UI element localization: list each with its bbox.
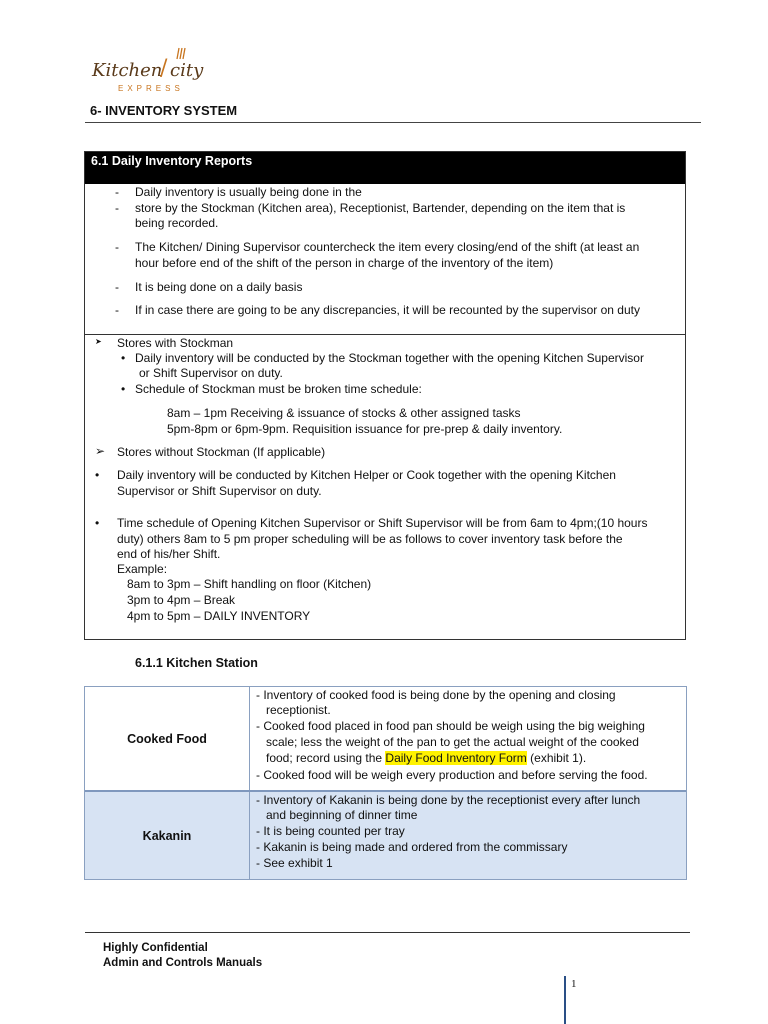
page-number: 1: [571, 978, 577, 990]
stores-without-title: Stores without Stockman (If applicable): [117, 445, 326, 459]
stores-with-item: Schedule of Stockman must be broken time schedule:: [135, 382, 422, 396]
daily-inventory-box: [84, 151, 686, 640]
dash-item-cont: hour before end of the shift of the person in charge of the inventory of the item): [135, 256, 554, 270]
arrow-bullet-icon: ➤: [95, 337, 102, 346]
table-line: - It is being counted per tray: [256, 824, 405, 838]
section-title: 6- INVENTORY SYSTEM: [90, 103, 238, 118]
table-text: food; record using the: [266, 751, 386, 765]
table-row-content: [250, 792, 686, 879]
table-row-label: [85, 792, 250, 879]
bullet-dot: •: [121, 351, 126, 365]
stores-without-item-cont: end of his/her Shift.: [117, 547, 221, 561]
stores-without-item-cont: Supervisor or Shift Supervisor on duty.: [117, 484, 322, 498]
table-line: scale; less the weight of the pan to get the actual weight of the cooked: [266, 735, 639, 749]
dash-marker: -: [115, 280, 119, 294]
page-number-bar: [564, 976, 566, 1024]
row-label-text: Cooked Food: [127, 731, 207, 746]
bullet-dot: •: [95, 468, 100, 482]
dash-item: The Kitchen/ Dining Supervisor countercheck the item every closing/end of the shift (at least an: [135, 240, 640, 254]
stores-without-item: Daily inventory will be conducted by Kitchen Helper or Cook together with the opening Kitchen: [117, 468, 616, 482]
table-line-with-highlight: [266, 751, 586, 765]
table-text: (exhibit 1).: [526, 751, 587, 765]
table-line: and beginning of dinner time: [266, 808, 418, 822]
stores-with-item: Daily inventory will be conducted by the Stockman together with the opening Kitchen Supervisor: [135, 351, 644, 365]
section-divider: [85, 122, 701, 123]
footer-divider: [85, 932, 690, 933]
stores-with-title: Stores with Stockman: [117, 336, 234, 350]
table-line: - Cooked food will be weigh every production and before serving the food.: [256, 768, 648, 782]
footer-manual-name: Admin and Controls Manuals: [103, 957, 263, 969]
table-line: - Inventory of Kakanin is being done by the receptionist every after lunch: [256, 793, 641, 807]
table-line: - Cooked food placed in food pan should be weigh using the big weighing: [256, 719, 645, 733]
table-row-label: [85, 687, 250, 790]
stores-without-item-cont: duty) others 8am to 5 pm proper scheduling will be as follows to cover inventory task before the: [117, 532, 623, 546]
box-header-text: 6.1 Daily Inventory Reports: [91, 154, 253, 168]
footer-confidential: Highly Confidential: [103, 942, 208, 954]
dash-marker: -: [115, 303, 119, 317]
dash-item: Daily inventory is usually being done in the: [135, 185, 362, 199]
logo-word-city: city: [170, 60, 204, 81]
table-line: - Inventory of cooked food is being done by the opening and closing: [256, 688, 616, 702]
subsection-title: 6.1.1 Kitchen Station: [135, 656, 258, 670]
dash-item-cont: being recorded.: [135, 216, 219, 230]
dash-marker: -: [115, 240, 119, 254]
company-logo: [88, 46, 218, 102]
example-line: 4pm to 5pm – DAILY INVENTORY: [127, 609, 311, 623]
example-line: 3pm to 4pm – Break: [127, 593, 236, 607]
bullet-dot: •: [121, 382, 126, 396]
kitchen-station-table: [84, 686, 687, 880]
form-name-highlight: Daily Food Inventory Form: [385, 751, 527, 765]
logo-word-kitchen: Kitchen: [92, 60, 163, 81]
stores-with-item-cont: or Shift Supervisor on duty.: [139, 366, 283, 380]
box-header: [85, 152, 685, 184]
schedule-line: 5pm-8pm or 6pm-9pm. Requisition issuance for pre-prep & daily inventory.: [167, 422, 563, 436]
example-line: 8am to 3pm – Shift handling on floor (Kitchen): [127, 577, 372, 591]
schedule-line: 8am – 1pm Receiving & issuance of stocks & other assigned tasks: [167, 406, 521, 420]
table-line: - See exhibit 1: [256, 856, 333, 870]
table-line: receptionist.: [266, 703, 331, 717]
table-row-content: [250, 687, 686, 790]
dash-marker: -: [115, 185, 119, 199]
dash-item: It is being done on a daily basis: [135, 280, 303, 294]
dash-marker: -: [115, 201, 119, 215]
fork-icon: [174, 46, 188, 60]
dash-item: store by the Stockman (Kitchen area), Receptionist, Bartender, depending on the item that is: [135, 201, 626, 215]
row-label-text: Kakanin: [142, 828, 192, 843]
example-label: Example:: [117, 562, 168, 576]
arrow-bullet-icon: ➢: [95, 444, 106, 458]
table-line: - Kakanin is being made and ordered from the commissary: [256, 840, 568, 854]
dash-item: If in case there are going to be any discrepancies, it will be recounted by the supervisor on duty: [135, 303, 640, 317]
logo-tagline: EXPRESS: [118, 84, 184, 93]
stores-without-item: Time schedule of Opening Kitchen Supervisor or Shift Supervisor will be from 6am to 4pm;(10 hours: [117, 516, 648, 530]
logo-slash: /: [160, 56, 168, 81]
box-divider: [85, 334, 685, 335]
bullet-dot: •: [95, 516, 100, 530]
